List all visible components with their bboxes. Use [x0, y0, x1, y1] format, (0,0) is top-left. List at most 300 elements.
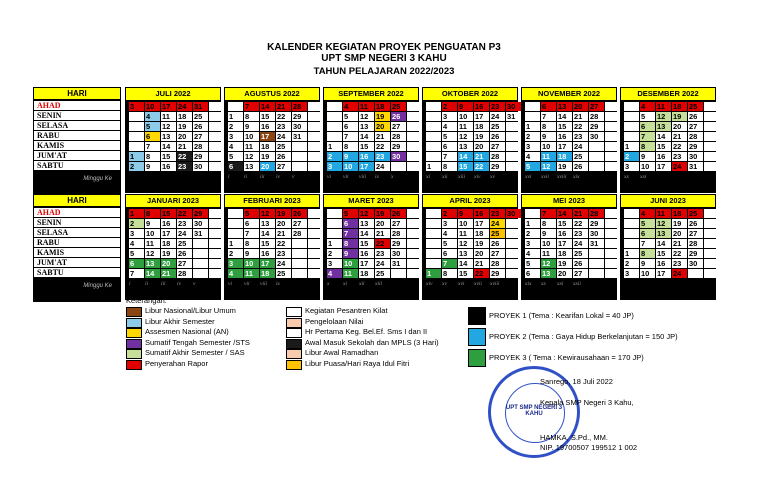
legend-label: Sumatif Akhir Semester / SAS	[145, 348, 245, 357]
date-cell: 30	[193, 219, 208, 228]
week-number	[407, 174, 422, 180]
date-cell	[624, 112, 639, 121]
date-cell	[228, 219, 243, 228]
date-cell: 29	[391, 239, 406, 248]
week-number	[605, 281, 620, 287]
date-cell: 15	[557, 219, 572, 228]
date-cell: 23	[573, 229, 588, 238]
date-cell: 17	[474, 219, 489, 228]
date-cell: 12	[359, 112, 374, 121]
date-cell: 4	[640, 209, 655, 218]
week-number: xiv	[474, 174, 481, 180]
date-cell: 18	[260, 269, 275, 278]
date-cell	[407, 102, 422, 111]
date-cell: 16	[359, 152, 374, 161]
date-cell: 7	[541, 209, 556, 218]
date-cell: 19	[672, 219, 687, 228]
date-cell	[704, 209, 719, 218]
date-cell: 3	[442, 219, 457, 228]
legend-label: Libur Nasional/Libur Umum	[145, 306, 236, 315]
date-cell	[525, 209, 540, 218]
date-cell: 19	[557, 162, 572, 171]
date-cell: 1	[525, 122, 540, 131]
date-cell: 5	[442, 239, 457, 248]
date-cell: 8	[541, 122, 556, 131]
date-cell	[704, 219, 719, 228]
date-cell: 16	[260, 249, 275, 258]
date-cell: 22	[177, 209, 192, 218]
date-cell	[605, 259, 620, 268]
date-cell: 20	[474, 142, 489, 151]
date-cell: 21	[672, 239, 687, 248]
date-cell: 19	[260, 152, 275, 161]
date-cell: 14	[656, 239, 671, 248]
date-cell: 30	[589, 132, 604, 141]
date-cell: 9	[541, 229, 556, 238]
date-cell: 16	[474, 102, 489, 111]
date-cell	[209, 259, 224, 268]
week-number: xviii	[557, 174, 567, 180]
date-cell	[426, 259, 441, 268]
month-calendar	[224, 194, 320, 300]
date-cell: 27	[292, 219, 307, 228]
legend-swatch	[286, 318, 302, 328]
week-number: xi	[426, 174, 430, 180]
date-cell: 20	[260, 162, 275, 171]
date-cell: 23	[177, 219, 192, 228]
date-cell: 23	[276, 249, 291, 258]
date-cell: 12	[541, 259, 556, 268]
date-cell: 27	[589, 102, 604, 111]
date-cell	[605, 102, 620, 111]
date-cell: 23	[490, 102, 505, 111]
date-cell	[209, 269, 224, 278]
week-number: vi	[228, 281, 232, 287]
date-cell: 14	[260, 229, 275, 238]
date-cell: 18	[260, 142, 275, 151]
hari-header: HARI	[34, 195, 120, 207]
date-cell: 5	[525, 162, 540, 171]
month-calendar	[125, 194, 221, 300]
date-cell: 16	[260, 122, 275, 131]
date-cell: 19	[375, 112, 390, 121]
date-cell	[589, 162, 604, 171]
week-label: Minggu Ke	[83, 283, 112, 289]
date-cell: 27	[688, 229, 703, 238]
date-cell	[605, 142, 620, 151]
date-cell: 31	[193, 229, 208, 238]
day-label: SENIN	[34, 218, 120, 227]
project-swatch	[468, 307, 486, 325]
date-cell	[525, 112, 540, 121]
date-cell	[704, 259, 719, 268]
date-cell: 30	[506, 102, 521, 111]
date-cell	[589, 152, 604, 161]
month-title: JULI 2022	[126, 88, 220, 101]
date-cell: 7	[244, 229, 259, 238]
date-cell: 13	[458, 249, 473, 258]
week-number: xvi	[458, 281, 465, 287]
legend-swatch	[286, 349, 302, 359]
week-number	[688, 174, 703, 180]
date-cell: 16	[161, 219, 176, 228]
date-cell: 20	[276, 219, 291, 228]
date-cell: 12	[656, 219, 671, 228]
date-cell: 9	[145, 219, 160, 228]
date-cell: 3	[442, 112, 457, 121]
date-cell: 13	[161, 132, 176, 141]
week-number	[656, 174, 671, 180]
date-cell: 20	[672, 229, 687, 238]
date-cell: 7	[343, 132, 358, 141]
week-number: iv	[276, 174, 280, 180]
date-cell: 14	[145, 269, 160, 278]
date-cell	[506, 132, 521, 141]
date-cell: 2	[525, 229, 540, 238]
date-cell: 28	[292, 102, 307, 111]
date-cell	[407, 162, 422, 171]
date-cell: 1	[624, 142, 639, 151]
date-cell: 16	[656, 259, 671, 268]
date-cell	[704, 132, 719, 141]
school-name: UPT SMP NEGERI 3 KAHU	[321, 53, 447, 64]
date-cell: 25	[490, 229, 505, 238]
date-cell: 24	[177, 102, 192, 111]
date-cell: 24	[490, 112, 505, 121]
week-number: vii	[244, 281, 250, 287]
day-label: SELASA	[34, 121, 120, 130]
date-cell: 20	[161, 259, 176, 268]
date-cell: 13	[541, 269, 556, 278]
date-cell: 2	[129, 162, 144, 171]
date-cell: 23	[573, 132, 588, 141]
date-cell: 5	[228, 152, 243, 161]
date-cell: 17	[474, 112, 489, 121]
date-cell: 27	[276, 162, 291, 171]
date-cell: 3	[228, 259, 243, 268]
date-cell	[605, 162, 620, 171]
date-cell: 18	[474, 229, 489, 238]
calendar-title: KALENDER KEGIATAN PROYEK PENGUATAN P3	[267, 42, 501, 53]
legend-swatch	[126, 349, 142, 359]
date-cell: 3	[525, 142, 540, 151]
date-cell: 5	[525, 259, 540, 268]
date-cell: 15	[557, 122, 572, 131]
date-cell: 12	[260, 209, 275, 218]
date-cell: 21	[573, 112, 588, 121]
date-cell	[605, 229, 620, 238]
month-title: APRIL 2023	[423, 195, 517, 208]
legend-swatch	[286, 339, 302, 349]
date-cell: 12	[458, 132, 473, 141]
month-calendar	[125, 87, 221, 193]
week-number: xx	[541, 281, 546, 287]
date-cell: 18	[672, 209, 687, 218]
date-cell: 11	[244, 269, 259, 278]
week-number	[672, 174, 687, 180]
date-cell: 31	[688, 162, 703, 171]
week-number: iii	[260, 174, 265, 180]
week-number: xvi	[525, 174, 532, 180]
date-cell	[426, 209, 441, 218]
date-cell: 23	[672, 259, 687, 268]
date-cell: 28	[177, 269, 192, 278]
date-cell	[426, 239, 441, 248]
date-cell: 9	[640, 259, 655, 268]
month-title: JANUARI 2023	[126, 195, 220, 208]
date-cell: 27	[490, 249, 505, 258]
date-cell	[506, 142, 521, 151]
week-number	[391, 281, 406, 287]
date-cell: 4	[442, 229, 457, 238]
date-cell	[209, 142, 224, 151]
date-cell: 22	[375, 142, 390, 151]
week-number: ii	[244, 174, 248, 180]
week-number: v	[292, 174, 295, 180]
week-number: iv	[177, 281, 181, 287]
date-cell	[426, 132, 441, 141]
legend-swatch	[126, 328, 142, 338]
date-cell: 18	[177, 112, 192, 121]
legend-label: Hr Pertama Keg. Bel.Ef. Sms I dan II	[305, 327, 428, 336]
day-label: RABU	[34, 238, 120, 247]
date-cell: 5	[442, 132, 457, 141]
date-cell	[327, 122, 342, 131]
date-cell: 22	[474, 162, 489, 171]
date-cell: 18	[375, 102, 390, 111]
date-cell: 25	[573, 152, 588, 161]
date-cell: 24	[276, 132, 291, 141]
week-number	[308, 174, 323, 180]
week-number: xvii	[474, 281, 482, 287]
date-cell: 14	[359, 132, 374, 141]
date-cell: 20	[573, 102, 588, 111]
date-cell: 3	[327, 259, 342, 268]
date-cell: 17	[359, 162, 374, 171]
date-cell: 22	[177, 152, 192, 161]
date-cell: 11	[244, 142, 259, 151]
date-cell	[209, 102, 224, 111]
week-number	[292, 281, 307, 287]
date-cell	[624, 219, 639, 228]
date-cell: 15	[458, 162, 473, 171]
date-cell: 8	[442, 269, 457, 278]
date-cell: 23	[375, 152, 390, 161]
date-cell: 3	[525, 239, 540, 248]
date-cell: 4	[640, 102, 655, 111]
date-cell: 6	[640, 229, 655, 238]
date-cell	[704, 239, 719, 248]
date-cell	[292, 269, 307, 278]
week-number: xv	[442, 281, 447, 287]
date-cell	[308, 162, 323, 171]
date-cell: 23	[375, 249, 390, 258]
date-cell: 7	[145, 142, 160, 151]
week-number: xxii	[573, 281, 581, 287]
date-cell	[407, 112, 422, 121]
date-cell: 1	[426, 162, 441, 171]
date-cell: 11	[656, 209, 671, 218]
date-cell	[292, 249, 307, 258]
date-cell	[426, 152, 441, 161]
date-cell: 15	[161, 152, 176, 161]
date-cell	[704, 142, 719, 151]
date-cell: 11	[343, 269, 358, 278]
date-cell: 6	[343, 219, 358, 228]
date-cell: 26	[688, 112, 703, 121]
date-cell: 30	[391, 152, 406, 161]
date-cell: 25	[391, 102, 406, 111]
project-label: PROYEK 2 (Tema : Gaya Hidup Berkelanjutan = 150 JP)	[489, 332, 678, 341]
date-cell: 20	[177, 132, 192, 141]
date-cell: 6	[244, 219, 259, 228]
day-label: KAMIS	[34, 141, 120, 150]
date-cell	[228, 229, 243, 238]
project-swatch	[468, 328, 486, 346]
date-cell: 5	[145, 122, 160, 131]
date-cell: 1	[228, 239, 243, 248]
week-number: xxi	[557, 281, 564, 287]
date-cell	[308, 269, 323, 278]
date-cell	[704, 229, 719, 238]
date-cell: 11	[458, 122, 473, 131]
month-calendar	[422, 87, 518, 193]
date-cell: 31	[391, 259, 406, 268]
date-cell: 8	[640, 249, 655, 258]
date-cell: 25	[193, 112, 208, 121]
date-cell: 13	[557, 102, 572, 111]
week-number: xvii	[541, 174, 549, 180]
week-number: xv	[490, 174, 495, 180]
legend-label: Libur Awal Ramadhan	[305, 348, 379, 357]
date-cell	[209, 112, 224, 121]
date-cell: 30	[589, 229, 604, 238]
date-cell	[704, 162, 719, 171]
date-cell: 30	[688, 259, 703, 268]
date-cell: 7	[129, 269, 144, 278]
date-cell: 8	[244, 239, 259, 248]
date-cell: 6	[442, 249, 457, 258]
date-cell: 8	[343, 239, 358, 248]
project-label: PROYEK 1 (Tema : Kearifan Lokal = 40 JP)	[489, 311, 634, 320]
date-cell: 21	[474, 259, 489, 268]
date-cell: 6	[129, 259, 144, 268]
date-cell: 6	[228, 162, 243, 171]
date-cell: 4	[129, 239, 144, 248]
week-number: vi	[327, 174, 331, 180]
date-cell	[292, 162, 307, 171]
date-cell: 7	[640, 132, 655, 141]
stamp-text: UPT SMP NEGERI 3 KAHU	[505, 405, 563, 417]
date-cell: 4	[228, 142, 243, 151]
date-cell: 14	[458, 152, 473, 161]
date-cell: 26	[193, 122, 208, 131]
date-cell: 12	[244, 152, 259, 161]
date-cell: 14	[161, 142, 176, 151]
date-cell: 28	[490, 259, 505, 268]
date-cell	[704, 152, 719, 161]
week-number: iii	[161, 281, 166, 287]
month-title: AGUSTUS 2022	[225, 88, 319, 101]
date-cell: 4	[525, 152, 540, 161]
date-cell: 3	[129, 229, 144, 238]
date-cell: 20	[557, 269, 572, 278]
date-cell: 4	[525, 249, 540, 258]
date-cell: 30	[292, 122, 307, 131]
date-cell	[506, 239, 521, 248]
date-cell: 26	[276, 152, 291, 161]
date-cell: 9	[244, 249, 259, 258]
date-cell: 3	[327, 162, 342, 171]
date-cell: 1	[129, 152, 144, 161]
date-cell	[407, 219, 422, 228]
week-number: xix	[525, 281, 532, 287]
date-cell: 11	[656, 102, 671, 111]
date-cell: 21	[276, 102, 291, 111]
date-cell: 19	[177, 122, 192, 131]
week-number: ix	[375, 174, 379, 180]
date-cell: 7	[343, 229, 358, 238]
date-cell: 10	[541, 142, 556, 151]
week-number: v	[193, 281, 196, 287]
date-cell: 7	[442, 259, 457, 268]
project-swatch	[468, 349, 486, 367]
date-cell: 3	[624, 162, 639, 171]
date-cell: 21	[161, 269, 176, 278]
date-cell: 21	[276, 229, 291, 238]
month-calendar	[521, 87, 617, 193]
date-cell: 18	[672, 102, 687, 111]
date-cell	[193, 249, 208, 258]
date-cell: 20	[375, 122, 390, 131]
week-number	[308, 281, 323, 287]
date-cell	[193, 239, 208, 248]
date-cell	[605, 249, 620, 258]
date-cell	[624, 209, 639, 218]
date-cell	[308, 209, 323, 218]
legend-label: Sumatif Tengah Semester /STS	[145, 337, 250, 347]
date-cell: 24	[672, 162, 687, 171]
date-cell: 27	[193, 132, 208, 141]
month-calendar	[521, 194, 617, 300]
date-cell: 17	[656, 269, 671, 278]
date-cell: 15	[260, 112, 275, 121]
date-cell: 6	[442, 142, 457, 151]
date-cell	[129, 112, 144, 121]
date-cell: 29	[589, 219, 604, 228]
date-cell	[327, 112, 342, 121]
date-cell	[589, 259, 604, 268]
date-cell	[327, 102, 342, 111]
date-cell: 21	[573, 209, 588, 218]
date-cell: 14	[458, 259, 473, 268]
legend-swatch	[126, 307, 142, 317]
date-cell: 10	[343, 259, 358, 268]
date-cell: 11	[145, 239, 160, 248]
date-cell: 2	[228, 249, 243, 258]
day-label: SELASA	[34, 228, 120, 237]
date-cell: 16	[474, 209, 489, 218]
date-cell: 12	[656, 112, 671, 121]
date-cell: 29	[688, 249, 703, 258]
date-cell: 9	[343, 249, 358, 258]
date-cell: 9	[458, 209, 473, 218]
date-cell: 10	[343, 162, 358, 171]
date-cell	[605, 132, 620, 141]
date-cell: 5	[640, 112, 655, 121]
month-title: SEPTEMBER 2022	[324, 88, 418, 101]
date-cell: 10	[145, 229, 160, 238]
